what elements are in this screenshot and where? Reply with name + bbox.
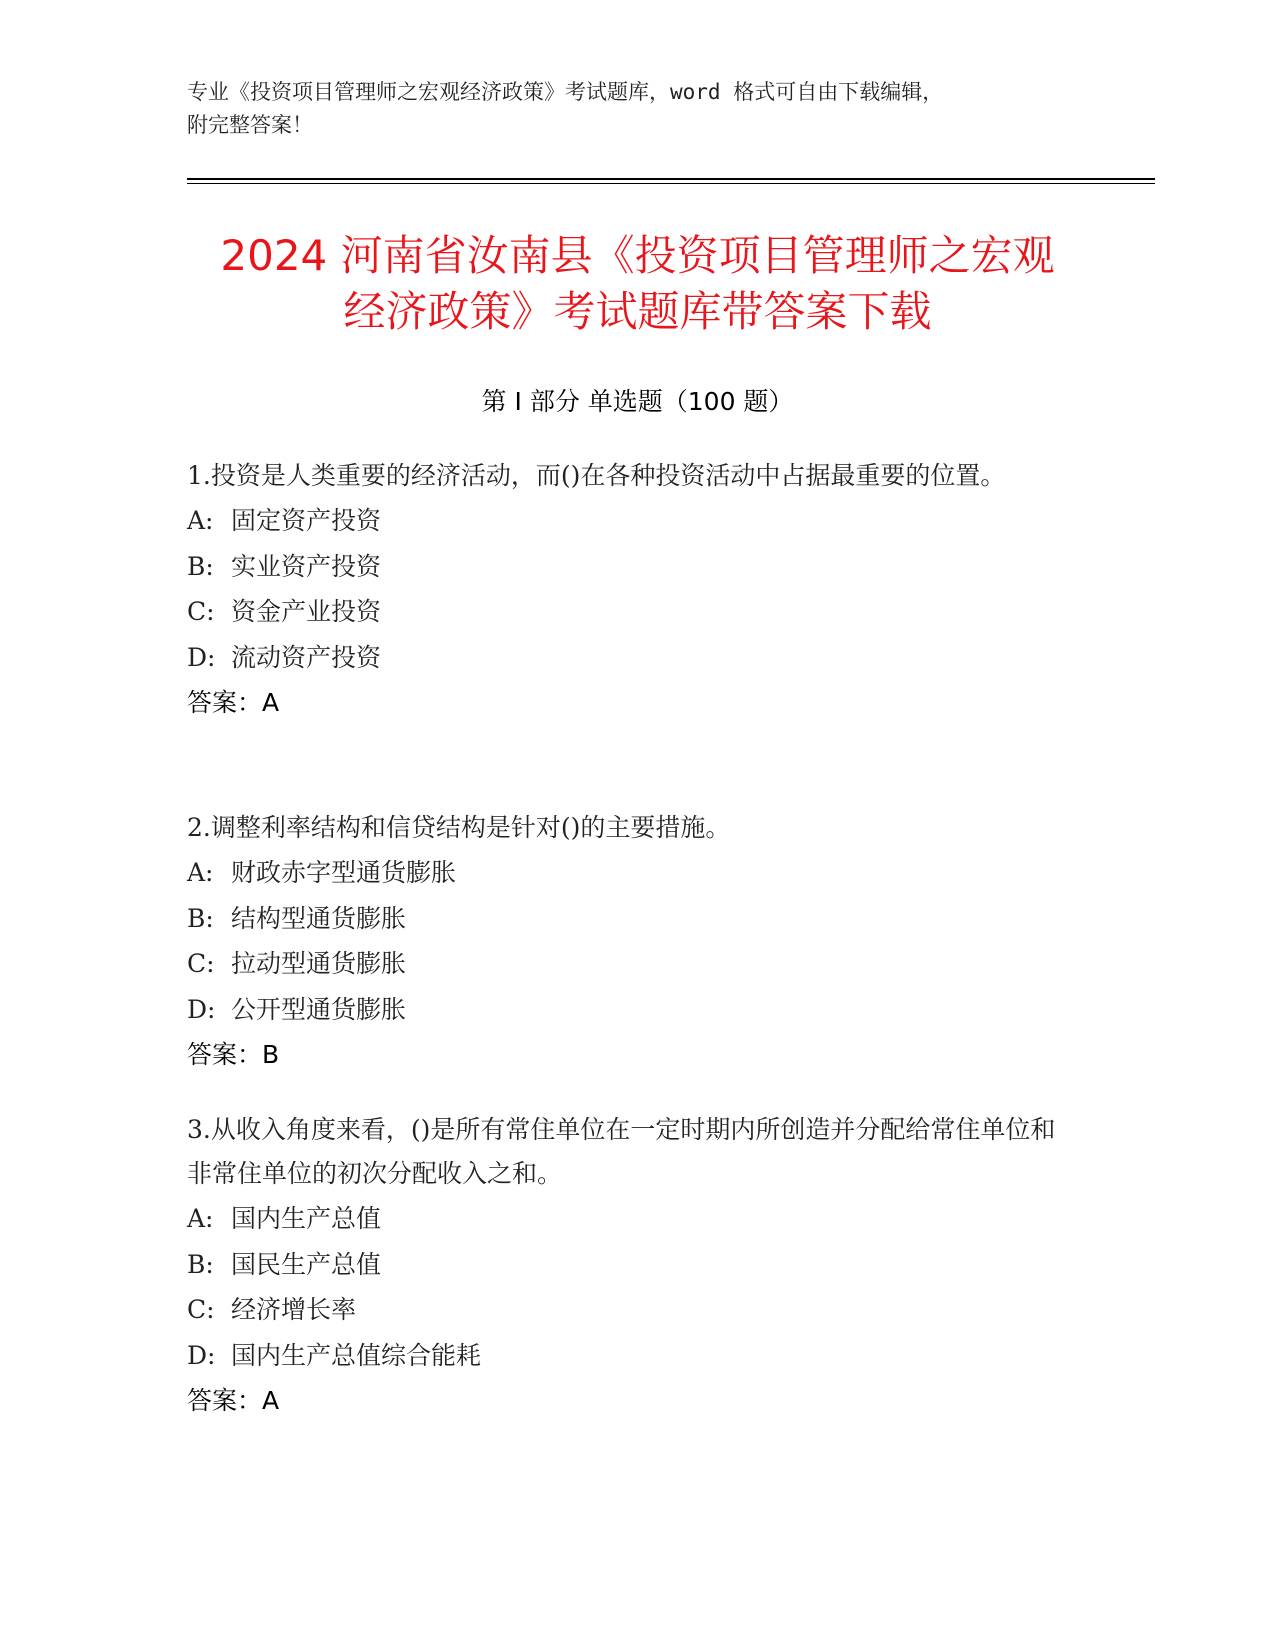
option-text: 财政赤字型通货膨胀 [231,858,457,887]
option-text: 拉动型通货膨胀 [231,949,407,978]
option-letter: A: [187,506,214,535]
option-b [187,896,1067,942]
answer-label: 答案：A [187,1386,280,1415]
option-text: 实业资产投资 [231,551,382,581]
header-divider-thick [187,178,1155,180]
option-c [187,941,1067,987]
answer-label: 答案：B [187,1040,280,1069]
option-a [187,1196,1067,1242]
answer-label: 答案：A [187,688,280,717]
question-3 [187,1108,1067,1423]
option-text: 经济增长率 [231,1295,357,1324]
option-text: 资金产业投资 [231,597,382,626]
option-d [187,987,1067,1033]
option-a [187,850,1067,896]
option-letter: D: [187,642,216,672]
option-c [187,589,1067,635]
header-note-line-2: 附完整答案！ [187,113,313,137]
question-stem: 1.投资是人类重要的经济活动，而()在各种投资活动中占据最重要的位置。 [187,461,1006,490]
option-b [187,544,1067,590]
option-letter: C: [187,597,215,626]
option-letter: A: [187,858,214,887]
option-c [187,1287,1067,1333]
option-text: 流动资产投资 [231,642,382,672]
header-note [187,76,1087,142]
option-letter: D: [187,994,216,1024]
option-letter: C: [187,949,215,978]
option-text: 国内生产总值综合能耗 [231,1340,482,1370]
header-divider-thin [187,183,1155,184]
option-text: 国民生产总值 [231,1249,382,1279]
section-heading: 第 I 部分 单选题（100 题） [481,387,794,416]
option-letter: A: [187,1204,214,1233]
question-stem: 2.调整利率结构和信贷结构是针对()的主要措施。 [187,813,731,842]
option-letter: B: [187,1249,214,1279]
option-text: 公开型通货膨胀 [231,994,407,1024]
option-text: 结构型通货膨胀 [231,903,407,933]
option-letter: B: [187,903,214,933]
option-letter: C: [187,1295,215,1324]
question-stem: 3.从收入角度来看，()是所有常住单位在一定时期内所创造并分配给常住单位和非常住单位的初次分配收入之和。 [187,1115,1056,1188]
option-text: 国内生产总值 [231,1204,382,1233]
document-title [150,228,1125,340]
option-d [187,635,1067,681]
option-d [187,1333,1067,1379]
option-a [187,498,1067,544]
option-letter: B: [187,551,214,581]
option-b [187,1242,1067,1288]
document-title-line-1: 2024 河南省汝南县《投资项目管理师之宏观 [220,231,1055,280]
header-note-line-1: 专业《投资项目管理师之宏观经济政策》考试题库，word 格式可自由下载编辑， [187,80,944,104]
document-title-line-2: 经济政策》考试题库带答案下载 [343,287,932,336]
question-1 [187,454,1067,725]
option-text: 固定资产投资 [231,506,382,535]
option-letter: D: [187,1340,216,1370]
question-2 [187,806,1067,1077]
